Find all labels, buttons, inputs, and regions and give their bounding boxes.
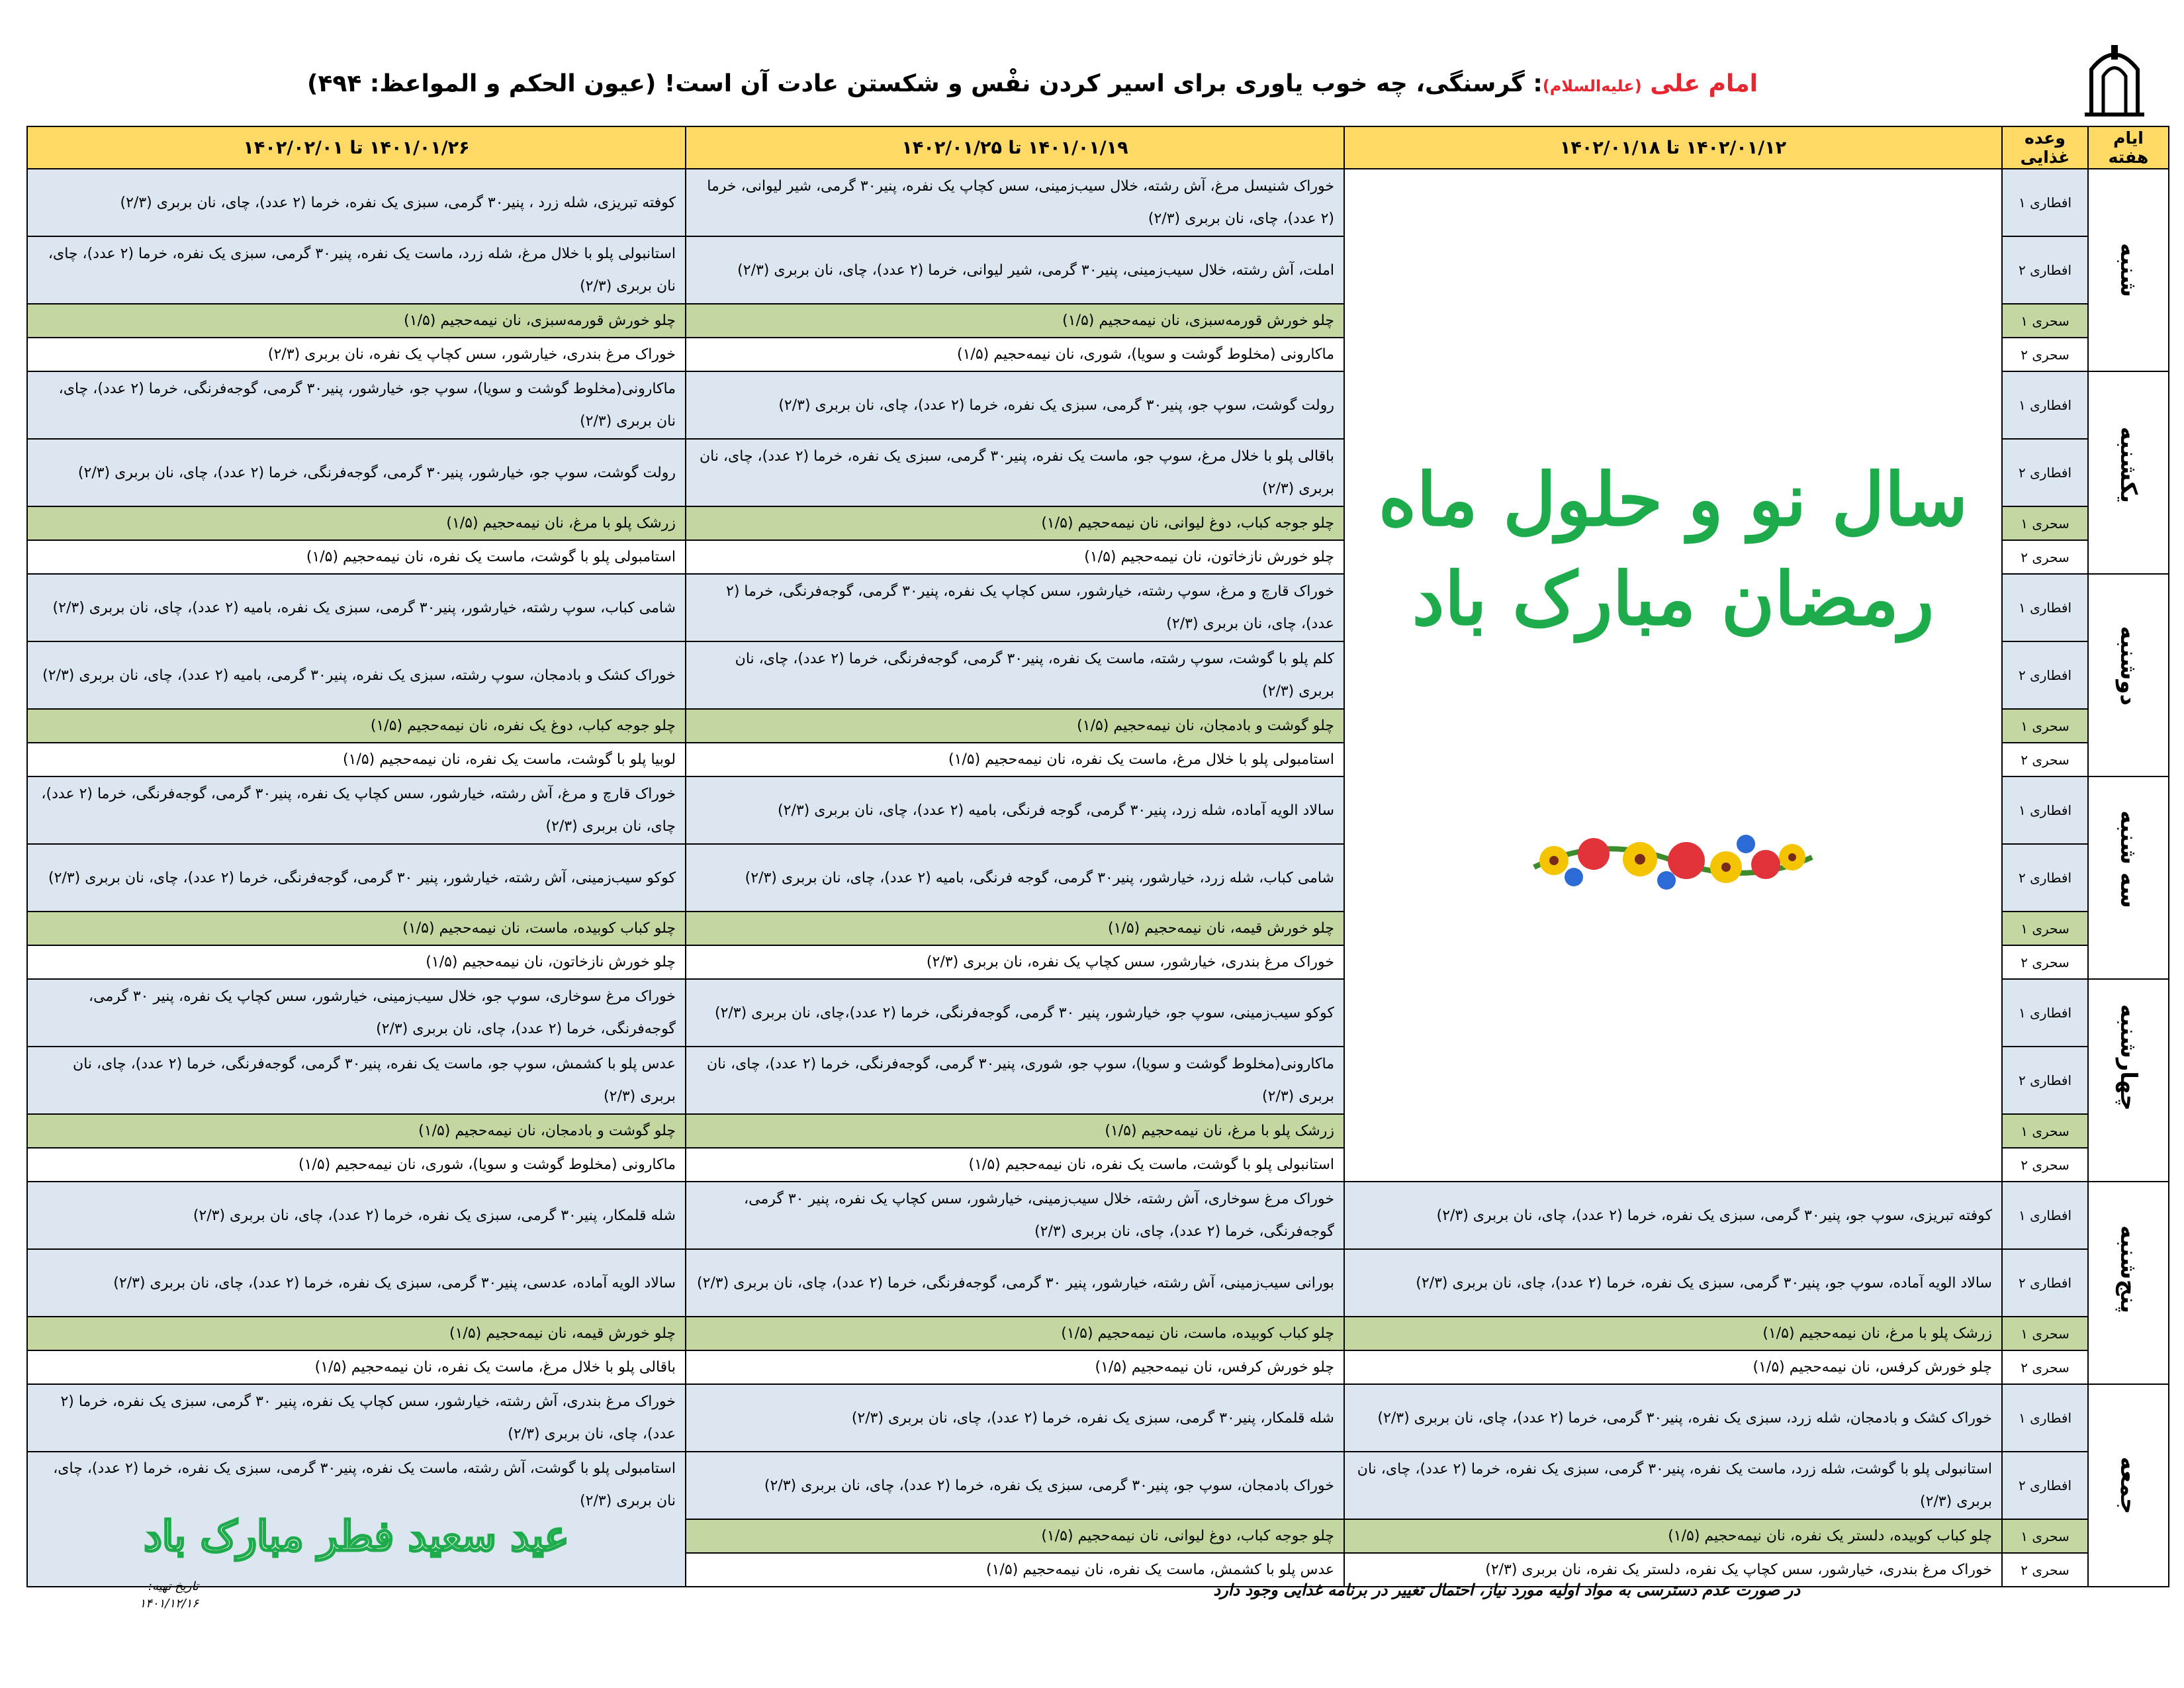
- meal-label: افطاری ۲: [2002, 1047, 2088, 1114]
- meal-cell: خوراک مرغ بندری، آش رشته، خیارشور، سس کچاپ یک نفره، پنیر ۳۰ گرمی، سبزی یک نفره، خرما (۲ عدد)، چای، نان بربری (۲/۳): [27, 1384, 686, 1452]
- day-label: سه شنبه: [2115, 810, 2142, 908]
- meal-cell: خوراک کشک و بادمجان، سوپ رشته، سبزی یک نفره، پنیر۳۰ گرمی، بامیه (۲ عدد)، چای، نان بربری (۲/۳): [27, 641, 686, 709]
- meal-label: افطاری ۱: [2002, 1182, 2088, 1249]
- table-row: [27, 1249, 2169, 1317]
- meal-label: افطاری ۲: [2002, 844, 2088, 912]
- table-row: [27, 1317, 2169, 1350]
- meal-cell: ماکارونی(مخلوط گوشت و سویا)، سوپ جو، خیارشور، پنیر۳۰ گرمی، گوجه‌فرنگی، خرما (۲ عدد)، چای، نان بربری (۲/۳): [27, 371, 686, 439]
- meal-cell: خوراک مرغ بندری، خیارشور، سس کچاپ یک نفره، نان بربری (۲/۳): [686, 945, 1344, 979]
- meal-label: افطاری ۱: [2002, 1384, 2088, 1452]
- meal-cell: زرشک پلو با مرغ، نان نیمه‌حجیم (۱/۵): [686, 1114, 1344, 1148]
- meal-cell: شامی کباب، سوپ رشته، خیارشور، پنیر۳۰ گرمی، سبزی یک نفره، بامیه (۲ عدد)، چای، نان بربری (۲/۳): [27, 574, 686, 641]
- meal-label: سحری ۱: [2002, 709, 2088, 743]
- day-label: دوشنبه: [2115, 626, 2142, 706]
- meal-cell: عدس پلو با کشمش، سوپ جو، ماست یک نفره، پنیر۳۰ گرمی، گوجه‌فرنگی، خرما (۲ عدد)، چای، نان بربری (۲/۳): [27, 1047, 686, 1114]
- day-label: جمعه: [2115, 1456, 2142, 1515]
- header-days: ایام هفته: [2088, 126, 2169, 169]
- page-header: [26, 61, 2038, 107]
- meal-label: افطاری ۱: [2002, 169, 2088, 236]
- meal-cell: خوراک قارچ و مرغ، سوپ رشته، خیارشور، سس کچاپ یک نفره، پنیر۳۰ گرمی، گوجه‌فرنگی، خرما (۲ عدد)، چای، نان بربری (۲/۳): [686, 574, 1344, 641]
- meal-cell: ماکارونی(مخلوط گوشت و سویا)، سوپ جو، شوری، پنیر۳۰ گرمی، گوجه‌فرنگی، خرما (۲ عدد)، چای، نان بربری (۲/۳): [686, 1047, 1344, 1114]
- meal-cell: رولت گوشت، سوپ جو، خیارشور، پنیر۳۰ گرمی، گوجه‌فرنگی، خرما (۲ عدد)، چای، نان بربری (۲/۳): [27, 439, 686, 506]
- meal-label: افطاری ۲: [2002, 1249, 2088, 1317]
- day-cell: [2088, 1182, 2169, 1384]
- meal-label: افطاری ۱: [2002, 776, 2088, 844]
- meal-label: سحری ۱: [2002, 1114, 2088, 1148]
- meal-cell: ماکارونی (مخلوط گوشت و سویا)، شوری، نان نیمه‌حجیم (۱/۵): [686, 338, 1344, 371]
- meal-cell: شله قلمکار، پنیر۳۰ گرمی، سبزی یک نفره، خرما (۲ عدد)، چای، نان بربری (۲/۳): [686, 1384, 1344, 1452]
- eid-greeting: عید سعید فطر مبارک باد: [144, 1512, 569, 1560]
- flower-garland-image: [1527, 821, 1819, 900]
- meal-cell: رولت گوشت، سوپ جو، پنیر۳۰ گرمی، سبزی یک نفره، خرما (۲ عدد)، چای، نان بربری (۲/۳): [686, 371, 1344, 439]
- meal-cell: لوبیا پلو با گوشت، ماست یک نفره، نان نیمه‌حجیم (۱/۵): [27, 743, 686, 776]
- table-row: [27, 1182, 2169, 1249]
- meal-cell: عدس پلو با کشمش، ماست یک نفره، نان نیمه‌حجیم (۱/۵): [686, 1553, 1344, 1587]
- day-cell: [2088, 979, 2169, 1182]
- print-date: [26, 1578, 199, 1613]
- day-label: پنج‌شنبه: [2115, 1225, 2142, 1313]
- meal-cell: چلو گوشت و بادمجان، نان نیمه‌حجیم (۱/۵): [686, 709, 1344, 743]
- header-meal: وعده غذایی: [2002, 126, 2088, 169]
- meal-cell: خوراک مرغ بندری، خیارشور، سس کچاپ یک نفره، دلستر یک نفره، نان بربری (۲/۳): [1344, 1553, 2002, 1587]
- meal-label: سحری ۱: [2002, 912, 2088, 945]
- meal-cell: استانبولی پلو با گوشت، ماست یک نفره، نان نیمه‌حجیم (۱/۵): [686, 1148, 1344, 1182]
- meal-label: افطاری ۲: [2002, 641, 2088, 709]
- meal-label: افطاری ۱: [2002, 371, 2088, 439]
- meal-cell: خوراک مرغ بندری، خیارشور، سس کچاپ یک نفره، نان بربری (۲/۳): [27, 338, 686, 371]
- header-week-1: ۱۴۰۲/۰۱/۱۲ تا ۱۴۰۲/۰۱/۱۸: [1344, 126, 2002, 169]
- meal-label: سحری ۱: [2002, 1519, 2088, 1553]
- meal-cell: کوکو سیب‌زمینی، آش رشته، خیارشور، پنیر ۳۰ گرمی، گوجه‌فرنگی، خرما (۲ عدد)، چای، نان بربری (۲/۳): [27, 844, 686, 912]
- meal-cell: چلو کباب کوبیده، دلستر یک نفره، نان نیمه‌حجیم (۱/۵): [1344, 1519, 2002, 1553]
- meal-cell: سالاد الویه آماده، سوپ جو، پنیر۳۰ گرمی، سبزی یک نفره، خرما (۲ عدد)، چای، نان بربری (۲/۳): [1344, 1249, 2002, 1317]
- meal-cell: خوراک کشک و بادمجان، شله زرد، سبزی یک نفره، پنیر۳۰ گرمی، خرما (۲ عدد)، چای، نان بربری (۲/۳): [1344, 1384, 2002, 1452]
- meal-label: سحری ۲: [2002, 743, 2088, 776]
- meal-cell: کوکو سیب‌زمینی، سوپ جو، خیارشور، پنیر ۳۰ گرمی، گوجه‌فرنگی، خرما (۲ عدد)،چای، نان بربری (۲/۳): [686, 979, 1344, 1047]
- meal-label: افطاری ۲: [2002, 236, 2088, 304]
- meal-text: استامبولی پلو با گوشت، آش رشته، ماست یک نفره، پنیر۳۰ گرمی، سبزی یک نفره، خرما (۲ عدد)، چای، نان بربری (۲/۳): [53, 1460, 676, 1509]
- meal-label: سحری ۲: [2002, 1350, 2088, 1384]
- university-logo: [2078, 40, 2151, 119]
- meal-label: افطاری ۲: [2002, 439, 2088, 506]
- meal-cell: خوراک قارچ و مرغ، آش رشته، خیارشور، سس کچاپ یک نفره، پنیر۳۰ گرمی، گوجه‌فرنگی، خرما (۲ عدد)، چای، نان بربری (۲/۳): [27, 776, 686, 844]
- meal-cell: [27, 1452, 686, 1587]
- meal-label: افطاری ۱: [2002, 574, 2088, 641]
- meal-cell: چلو خورش کرفس، نان نیمه‌حجیم (۱/۵): [686, 1350, 1344, 1384]
- meal-cell: باقالی پلو با خلال مرغ، ماست یک نفره، نان نیمه‌حجیم (۱/۵): [27, 1350, 686, 1384]
- meal-cell: بورانی سیب‌زمینی، آش رشته، خیارشور، پنیر ۳۰ گرمی، گوجه‌فرنگی، خرما (۲ عدد)، چای، نان بربری (۲/۳): [686, 1249, 1344, 1317]
- print-date-value: ۱۴۰۱/۱۲/۱۶: [139, 1597, 199, 1611]
- table-row: [27, 1452, 2169, 1519]
- meal-label: سحری ۱: [2002, 304, 2088, 338]
- day-label: چهارشنبه: [2115, 1004, 2142, 1111]
- day-cell: [2088, 371, 2169, 574]
- table-header-row: [27, 126, 2169, 169]
- header-week-2: ۱۴۰۱/۰۱/۱۹ تا ۱۴۰۲/۰۱/۲۵: [686, 126, 1344, 169]
- greeting-line-1: سال نو و حلول ماه: [1378, 457, 1968, 542]
- meal-cell: زرشک پلو با مرغ، نان نیمه‌حجیم (۱/۵): [1344, 1317, 2002, 1350]
- meal-cell: کوفته تبریزی، شله زرد ، پنیر۳۰ گرمی، سبزی یک نفره، خرما (۲ عدد)، چای، نان بربری (۲/۳): [27, 169, 686, 236]
- meal-cell: چلو خورش نازخاتون، نان نیمه‌حجیم (۱/۵): [686, 540, 1344, 574]
- meal-label: سحری ۲: [2002, 1148, 2088, 1182]
- meal-label: سحری ۱: [2002, 506, 2088, 540]
- meal-label: افطاری ۲: [2002, 1452, 2088, 1519]
- meal-cell: شله قلمکار، پنیر۳۰ گرمی، سبزی یک نفره، خرما (۲ عدد)، چای، نان بربری (۲/۳): [27, 1182, 686, 1249]
- meal-cell: ماکارونی (مخلوط گوشت و سویا)، شوری، نان نیمه‌حجیم (۱/۵): [27, 1148, 686, 1182]
- meal-cell: کلم پلو با گوشت، سوپ رشته، ماست یک نفره، پنیر۳۰ گرمی، گوجه‌فرنگی، خرما (۲ عدد)، چای، نان بربری (۲/۳): [686, 641, 1344, 709]
- table-body: [27, 169, 2169, 1587]
- meal-cell: استانبولی پلو با خلال مرغ، شله زرد، ماست یک نفره، پنیر۳۰ گرمی، سبزی یک نفره، خرما (۲ عدد)، چای، نان بربری (۲/۳): [27, 236, 686, 304]
- meal-cell: چلو خورش قیمه، نان نیمه‌حجیم (۱/۵): [686, 912, 1344, 945]
- meal-cell: املت، آش رشته، خلال سیب‌زمینی، پنیر۳۰ گرمی، شیر لیوانی، خرما (۲ عدد)، چای، نان بربری (۲/۳): [686, 236, 1344, 304]
- header-quote: : گرسنگی، چه خوب یاوری برای اسیر کردن نفْس و شکستن عادت آن است! (عیون الحکم و المواعظ: ۴۹۴): [307, 70, 1543, 97]
- meal-cell: چلو جوجه کباب، دوغ لیوانی، نان نیمه‌حجیم (۱/۵): [686, 1519, 1344, 1553]
- meal-label: سحری ۲: [2002, 945, 2088, 979]
- meal-cell: خوراک شنیسل مرغ، آش رشته، خلال سیب‌زمینی، سس کچاپ یک نفره، پنیر۳۰ گرمی، شیر لیوانی، خرما (۲ عدد)، چای، نان بربری (۲/۳): [686, 169, 1344, 236]
- day-cell: [2088, 776, 2169, 979]
- meal-schedule-table: [26, 126, 2169, 1587]
- meal-label: سحری ۲: [2002, 1553, 2088, 1587]
- day-cell: [2088, 169, 2169, 371]
- meal-cell: استانبولی پلو با گوشت، شله زرد، ماست یک نفره، پنیر۳۰ گرمی، سبزی یک نفره، خرما (۲ عدد)، چای، نان بربری (۲/۳): [1344, 1452, 2002, 1519]
- meal-cell: چلو خورش قورمه‌سبزی، نان نیمه‌حجیم (۱/۵): [686, 304, 1344, 338]
- meal-cell: باقالی پلو با خلال مرغ، سوپ جو، ماست یک نفره، پنیر۳۰ گرمی، سبزی یک نفره، خرما (۲ عدد)، چای، نان بربری (۲/۳): [686, 439, 1344, 506]
- meal-cell: خوراک مرغ سوخاری، آش رشته، خلال سیب‌زمینی، خیارشور، سس کچاپ یک نفره، پنیر ۳۰ گرمی، گوجه‌فرنگی، خرما (۲ عدد)، چای، نان بربری (۲/۳): [686, 1182, 1344, 1249]
- imam-name: امام علی: [1650, 70, 1758, 97]
- footer-note: در صورت عدم دسترسی به مواد اولیه مورد نیاز، احتمال تغییر در برنامه غذایی وجود دارد: [1213, 1581, 1800, 1599]
- meal-cell: چلو خورش قیمه، نان نیمه‌حجیم (۱/۵): [27, 1317, 686, 1350]
- meal-cell: استامبولی پلو با گوشت، ماست یک نفره، نان نیمه‌حجیم (۱/۵): [27, 540, 686, 574]
- meal-cell: خوراک مرغ سوخاری، سوپ جو، خلال سیب‌زمینی، خیارشور، سس کچاپ یک نفره، پنیر ۳۰ گرمی، گوجه‌فرنگی، خرما (۲ عدد)، چای، نان بربری (۲/۳): [27, 979, 686, 1047]
- meal-label: سحری ۲: [2002, 338, 2088, 371]
- meal-cell: شامی کباب، شله زرد، خیارشور، پنیر۳۰ گرمی، گوجه فرنگی، بامیه (۲ عدد)، چای، نان بربری (۲/۳): [686, 844, 1344, 912]
- meal-cell: چلو خورش کرفس، نان نیمه‌حجیم (۱/۵): [1344, 1350, 2002, 1384]
- meal-cell: سالاد الویه آماده، شله زرد، پنیر۳۰ گرمی، گوجه فرنگی، بامیه (۲ عدد)، چای، نان بربری (۲/۳): [686, 776, 1344, 844]
- meal-cell: زرشک پلو با مرغ، نان نیمه‌حجیم (۱/۵): [27, 506, 686, 540]
- table-row: [27, 1350, 2169, 1384]
- meal-cell: خوراک بادمجان، سوپ جو، پنیر۳۰ گرمی، سبزی یک نفره، خرما (۲ عدد)، چای، نان بربری (۲/۳): [686, 1452, 1344, 1519]
- meal-cell: چلو خورش قورمه‌سبزی، نان نیمه‌حجیم (۱/۵): [27, 304, 686, 338]
- meal-cell: چلو گوشت و بادمجان، نان نیمه‌حجیم (۱/۵): [27, 1114, 686, 1148]
- ramadan-greeting-panel: [1344, 169, 2002, 1182]
- meal-cell: چلو جوجه کباب، دوغ یک نفره، نان نیمه‌حجیم (۱/۵): [27, 709, 686, 743]
- print-date-label: تاریخ تهیه:: [148, 1579, 199, 1593]
- meal-cell: چلو کباب کوبیده، ماست، نان نیمه‌حجیم (۱/۵): [27, 912, 686, 945]
- meal-cell: چلو جوجه کباب، دوغ لیوانی، نان نیمه‌حجیم (۱/۵): [686, 506, 1344, 540]
- honorific: (علیه‌السلام): [1542, 77, 1642, 95]
- day-label: یکشنبه: [2115, 426, 2142, 503]
- meal-cell: چلو کباب کوبیده، ماست، نان نیمه‌حجیم (۱/۵): [686, 1317, 1344, 1350]
- meal-label: سحری ۲: [2002, 540, 2088, 574]
- meal-cell: سالاد الویه آماده، عدسی، پنیر۳۰ گرمی، سبزی یک نفره، خرما (۲ عدد)، چای، نان بربری (۲/۳): [27, 1249, 686, 1317]
- meal-cell: استامبولی پلو با خلال مرغ، ماست یک نفره، نان نیمه‌حجیم (۱/۵): [686, 743, 1344, 776]
- day-cell: [2088, 1384, 2169, 1587]
- day-label: شنبه: [2115, 243, 2142, 297]
- table-row: [27, 169, 2169, 236]
- greeting-line-2: رمضان مبارک باد: [1412, 556, 1934, 641]
- day-cell: [2088, 574, 2169, 776]
- table-row: [27, 1384, 2169, 1452]
- meal-cell: چلو خورش نازخاتون، نان نیمه‌حجیم (۱/۵): [27, 945, 686, 979]
- meal-label: افطاری ۱: [2002, 979, 2088, 1047]
- meal-cell: کوفته تبریزی، سوپ جو، پنیر۳۰ گرمی، سبزی یک نفره، خرما (۲ عدد)، چای، نان بربری (۲/۳): [1344, 1182, 2002, 1249]
- meal-label: سحری ۱: [2002, 1317, 2088, 1350]
- header-week-3: ۱۴۰۱/۰۱/۲۶ تا ۱۴۰۲/۰۲/۰۱: [27, 126, 686, 169]
